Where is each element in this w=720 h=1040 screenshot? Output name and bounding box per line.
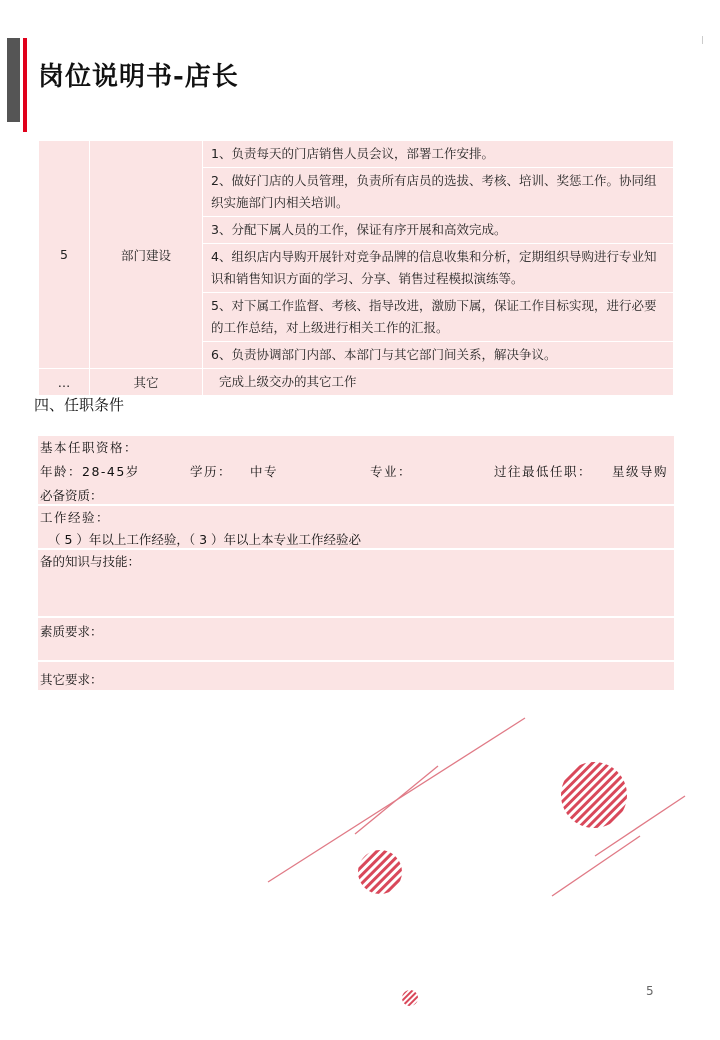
duty-item: 3、分配下属人员的工作，保证有序开展和高效完成。	[203, 217, 674, 244]
requirements-basic-block	[38, 436, 674, 504]
row-number: 5	[39, 141, 90, 369]
experience-label: 工作经验：	[40, 510, 111, 525]
decorative-graphic	[0, 700, 720, 1040]
requirements-quality-block	[38, 618, 674, 660]
row-category: 部门建设	[90, 141, 203, 369]
header-red-bar	[23, 38, 27, 132]
prior-position-value: 星级导购	[612, 464, 669, 479]
corner-mark	[702, 36, 703, 44]
essential-qualification-label: 必备资质：	[40, 488, 103, 503]
header-gray-bar	[7, 38, 20, 122]
duty-item: 6、负责协调部门内部、本部门与其它部门间关系，解决争议。	[203, 342, 674, 369]
row-number: …	[39, 369, 90, 396]
duty-table	[38, 140, 674, 396]
duty-item: 2、做好门店的人员管理，负责所有店员的选拔、考核、培训、奖惩工作。协同组织实施部门内相关培训。	[203, 168, 674, 217]
prior-position-label: 过往最低任职：	[494, 464, 593, 479]
other-label: 其它要求：	[40, 672, 103, 687]
duty-item: 1、负责每天的门店销售人员会议，部署工作安排。	[203, 141, 674, 168]
requirements-other-block	[38, 662, 674, 690]
page-number: 5	[646, 984, 654, 998]
education-value: 中专	[250, 464, 279, 479]
duty-item: 5、对下属工作监督、考核、指导改进，激励下属，保证工作目标实现，进行必要的工作总结，对上级进行相关工作的汇报。	[203, 293, 674, 342]
experience-text: （ 5 ）年以上工作经验，（ 3 ）年以上本专业工作经验必	[48, 532, 362, 547]
requirements-experience-block	[38, 506, 674, 548]
quality-label: 素质要求：	[40, 624, 103, 639]
duty-item: 4、组织店内导购开展针对竞争品牌的信息收集和分析，定期组织导购进行专业知识和销售知识方面的学习、分享、销售过程模拟演练等。	[203, 244, 674, 293]
striped-circle-small	[402, 990, 418, 1006]
striped-circle-medium	[358, 850, 402, 894]
education-label: 学历：	[190, 464, 233, 479]
striped-circle-large	[561, 762, 627, 828]
basic-qualification-label: 基本任职资格：	[40, 440, 139, 455]
age-field: 年龄：28-45岁	[40, 464, 140, 479]
duty-item: 完成上级交办的其它工作	[203, 369, 674, 396]
page-title: 岗位说明书-店长	[38, 62, 239, 92]
decorative-line	[355, 766, 438, 834]
row-category: 其它	[90, 369, 203, 396]
table-row	[39, 369, 674, 396]
major-label: 专业：	[370, 464, 413, 479]
section-title: 四、任职条件	[34, 396, 125, 414]
table-row	[39, 141, 674, 168]
decorative-line	[552, 836, 640, 896]
requirements-knowledge-block	[38, 550, 674, 616]
knowledge-label: 备的知识与技能：	[40, 554, 141, 569]
